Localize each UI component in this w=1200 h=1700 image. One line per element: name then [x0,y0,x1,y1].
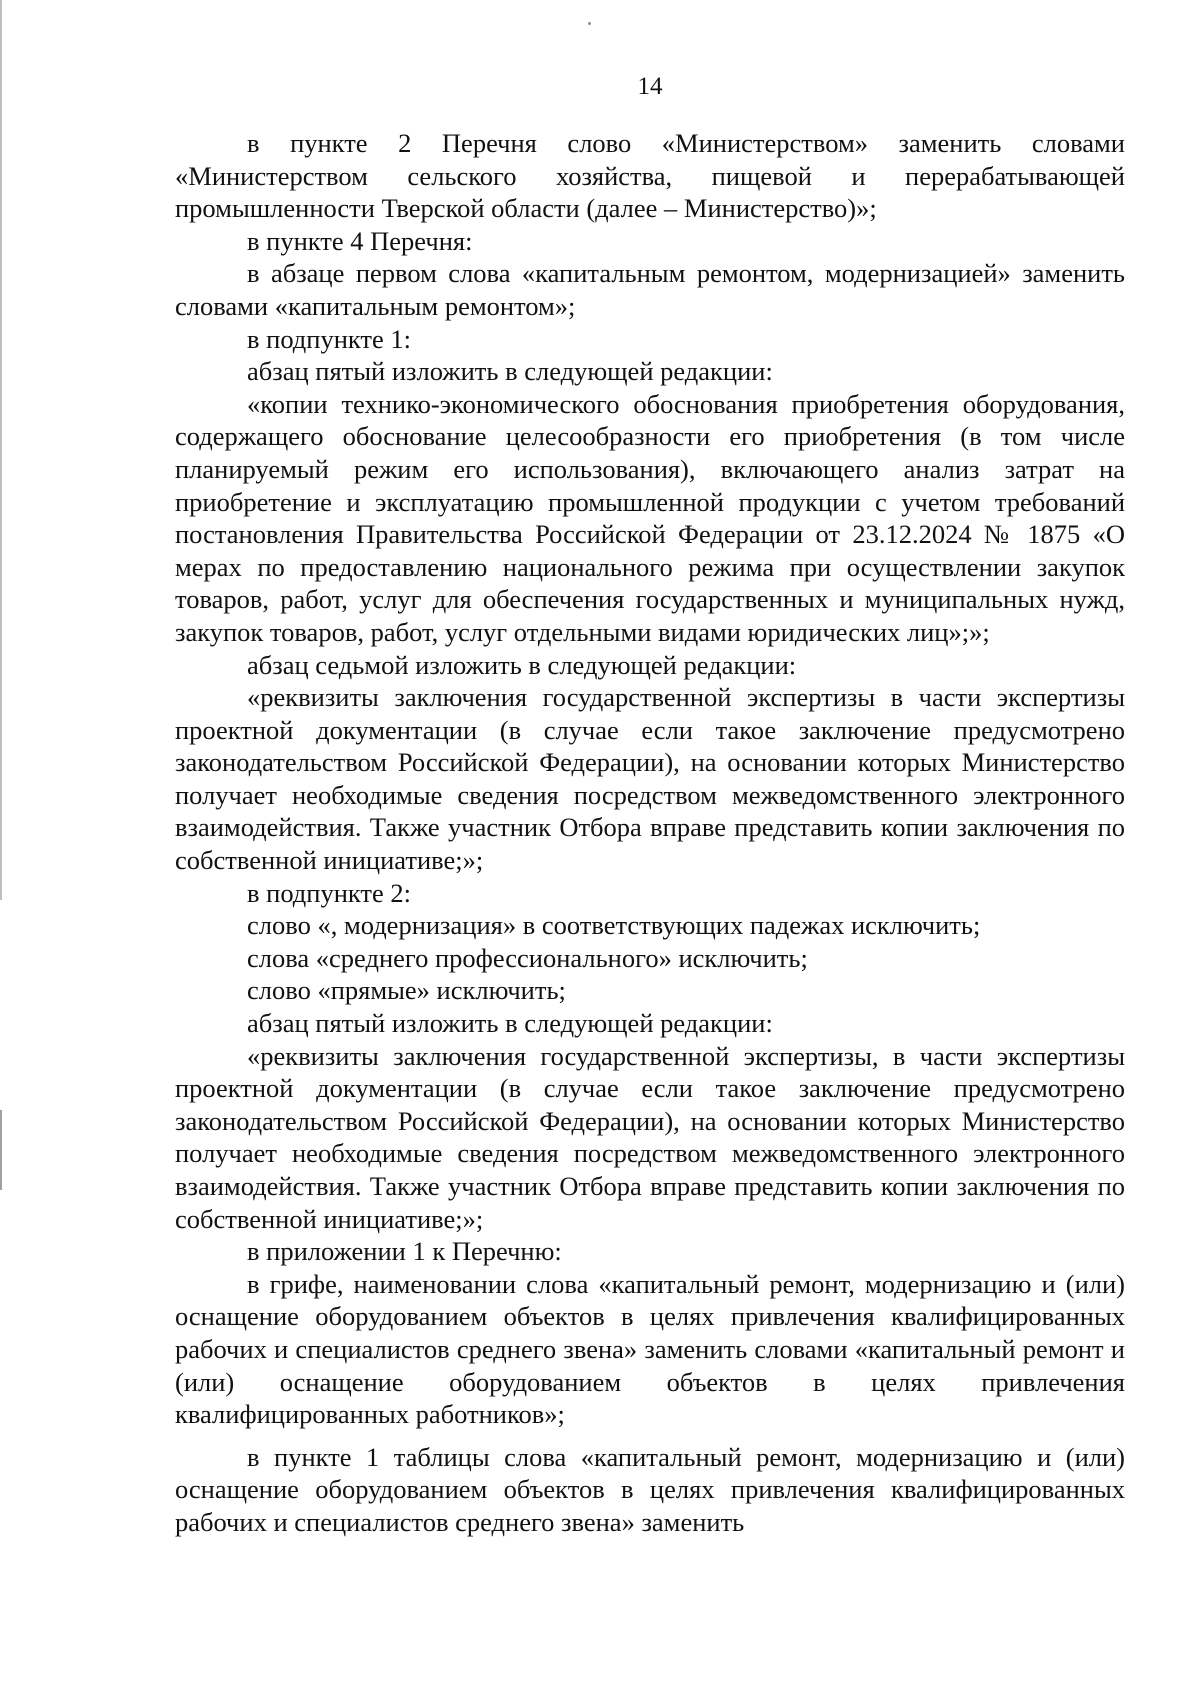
scan-dot [588,22,591,25]
paragraph: слова «среднего профессионального» исключить; [247,942,808,973]
document-body [175,127,1125,1539]
paragraph: абзац пятый изложить в следующей редакции: [247,1008,773,1039]
paragraph: «реквизиты заключения государственной экспертизы в части экспертизы проектной документации (в случае если такое заключение предусмотрено законодательством Российской Федерации), на основании которых Министерство получает необходимые сведения посредством межведомственного электронного взаимодействия. Также участник Отбора вправе представить копии заключения по собственной инициативе;»; [175,682,1125,876]
paragraph: в пункте 2 Перечня слово «Министерством» заменить словами «Министерством сельского хозяйства, пищевой и перерабатывающей промышленности Тверской области (далее – Министерство)»; [175,128,1125,224]
paragraph: в грифе, наименовании слова «капитальный ремонт, модернизацию и (или) оснащение оборудованием объектов в целях привлечения квалифицированных рабочих и специалистов среднего звена» заменить словами «капитальный ремонт и (или) оснащение оборудованием объектов в целях привлечения квалифицированных работников»; [175,1268,1125,1430]
paragraph: в подпункте 2: [247,877,412,908]
paragraph: в пункте 1 таблицы слова «капитальный ремонт, модернизацию и (или) оснащение оборудованием объектов в целях привлечения квалифицированных рабочих и специалистов среднего звена» заменить [175,1441,1125,1537]
paragraph: в абзаце первом слова «капитальным ремонтом, модернизацией» заменить словами «капитальным ремонтом»; [175,258,1125,321]
paragraph: абзац седьмой изложить в следующей редакции: [247,649,797,680]
paragraph: в подпункте 1: [247,323,412,354]
paragraph: «копии технико-экономического обоснования приобретения оборудования, содержащего обоснование целесообразности его приобретения (в том числе планируемый режим его использования), включающего анализ затрат на приобретение и эксплуатацию промышленной продукции с учетом требований постановления Правительства Российской Федерации от 23.12.2024 № 1875 «О мерах по предоставлению национального режима при осуществлении закупок товаров, работ, услуг для обеспечения государственных и муниципальных нужд, закупок товаров, работ, услуг отдельными видами юридических лиц»;»; [175,388,1125,647]
page-number: 14 [637,73,663,100]
paragraph: слово «прямые» исключить; [247,975,566,1006]
paragraph: в приложении 1 к Перечню: [247,1236,562,1267]
scan-edge-mark [0,0,2,900]
paragraph: в пункте 4 Перечня: [247,225,473,256]
paragraph: «реквизиты заключения государственной экспертизы, в части экспертизы проектной документации (в случае если такое заключение предусмотрено законодательством Российской Федерации), на основании которых Министерство получает необходимые сведения посредством межведомственного электронного взаимодействия. Также участник Отбора вправе представить копии заключения по собственной инициативе;»; [175,1040,1125,1234]
scan-edge-mark [0,1110,2,1190]
paragraph: слово «, модернизация» в соответствующих падежах исключить; [247,910,981,941]
paragraph: абзац пятый изложить в следующей редакции: [247,356,773,387]
